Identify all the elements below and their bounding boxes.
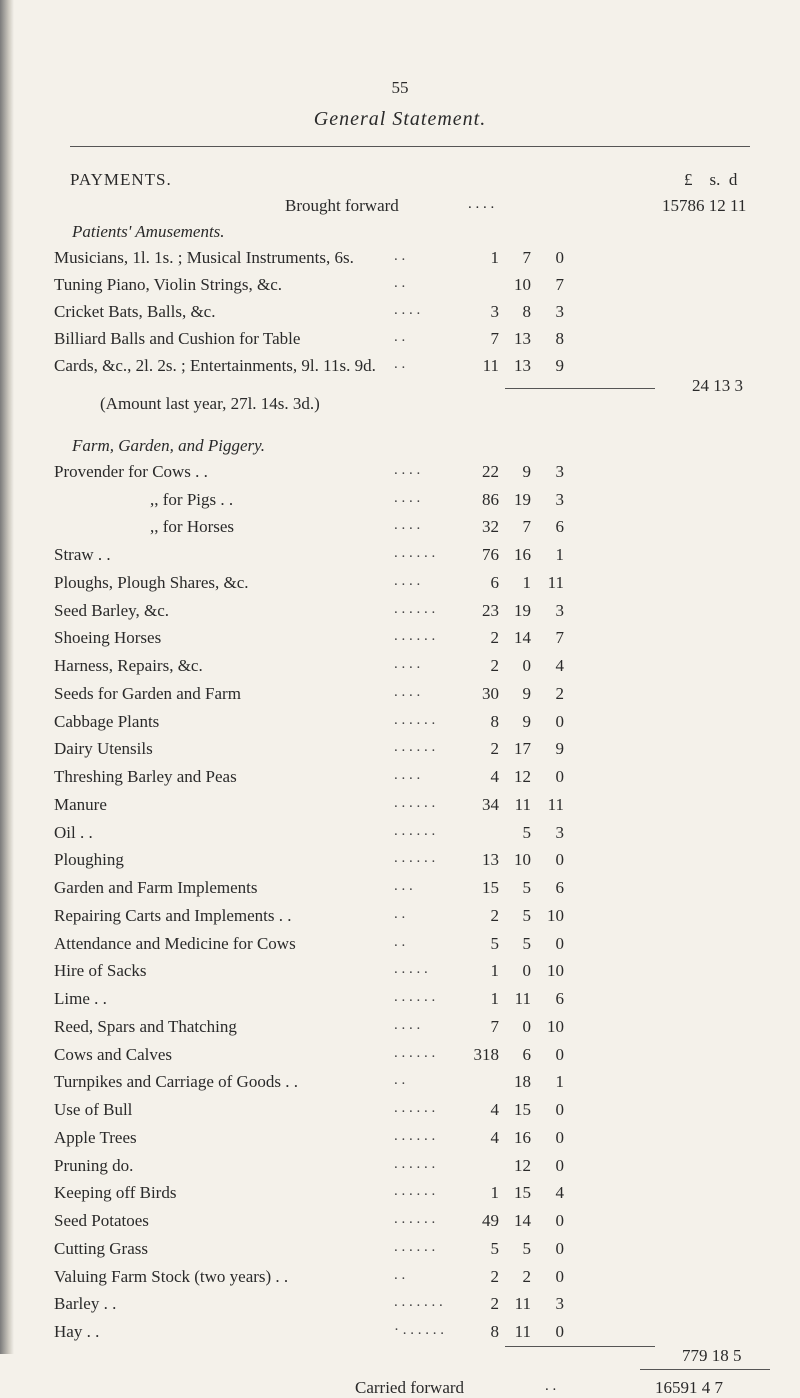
row-label: Cows and Calves [54, 1044, 173, 1064]
row-pounds: 2 [490, 1294, 499, 1314]
row-pence: 10 [547, 1016, 564, 1036]
row-leader: . . [394, 1266, 406, 1283]
ledger-row [54, 490, 784, 517]
row-shillings: 11 [514, 1294, 531, 1314]
row-shillings: 7 [522, 517, 531, 537]
ledger-row [54, 739, 784, 766]
row-pounds: 15 [482, 878, 499, 898]
row-leader: . . . . [394, 572, 421, 589]
row-label: Seed Potatoes [54, 1211, 149, 1231]
row-pounds: 86 [482, 489, 499, 509]
row-pounds: 13 [482, 850, 499, 870]
row-pounds: 4 [490, 1100, 499, 1120]
row-leader: . . . . . . [394, 1238, 436, 1255]
ledger-row [54, 684, 784, 711]
row-leader: . . . . . . [394, 1155, 436, 1172]
ledger-row [54, 601, 784, 628]
row-pence: 3 [555, 600, 564, 620]
row-label: Garden and Farm Implements [54, 878, 258, 898]
row-leader: . . . . . . [394, 794, 436, 811]
ledger-row [54, 961, 784, 988]
row-pence: 0 [555, 1100, 564, 1120]
ledger-row [54, 850, 784, 877]
row-shillings: 10 [514, 275, 531, 294]
row-leader: . . [394, 329, 406, 345]
pounds-header: £ [684, 170, 693, 189]
row-pence: 0 [555, 767, 564, 787]
section-heading-payments: PAYMENTS. [70, 170, 172, 189]
row-pounds: 7 [490, 329, 499, 348]
row-leader: . . . . . . [394, 1100, 436, 1117]
row-leader: . . . . . . [394, 989, 436, 1006]
ledger-row [54, 1072, 784, 1099]
row-leader: . . . . [394, 462, 421, 478]
ledger-row [54, 1294, 784, 1321]
row-shillings: 1 [522, 572, 531, 592]
ledger-row [54, 462, 784, 489]
row-leader: . . . . . . [394, 1127, 436, 1144]
shillings-header: s. [709, 170, 721, 189]
amusements-subtotal-rule [505, 388, 655, 389]
row-shillings: 8 [522, 302, 531, 321]
row-pounds: 22 [482, 462, 499, 481]
row-pence: 10 [547, 905, 564, 925]
row-leader: . . . . . . [394, 1183, 436, 1200]
row-leader: . . . . [394, 656, 421, 673]
row-pence: 9 [555, 356, 564, 375]
row-pence: 0 [555, 933, 564, 953]
pence-header: d [728, 170, 738, 189]
row-label: ,, for Pigs . . [150, 489, 234, 509]
row-leader: . . . . . . [394, 628, 436, 645]
row-leader: . . . . . . [394, 822, 436, 839]
row-leader: . . . . . . [394, 1211, 436, 1228]
farm-heading: Farm, Garden, and Piggery. [72, 436, 265, 455]
row-leader: . . . . . . [394, 850, 436, 867]
row-leader: . . [394, 1072, 406, 1089]
row-pounds: 32 [482, 517, 499, 537]
row-pence: 10 [547, 961, 564, 981]
row-shillings: 12 [514, 767, 531, 787]
row-pence: 6 [555, 517, 564, 537]
row-label: Turnpikes and Carriage of Goods . . [54, 1072, 298, 1092]
row-label: Threshing Barley and Peas [54, 767, 237, 787]
row-pounds: 7 [490, 1016, 499, 1036]
brought-forward-label: Brought forward [285, 196, 399, 215]
row-label: Keeping off Birds [54, 1183, 177, 1203]
row-label: Valuing Farm Stock (two years) . . [54, 1266, 289, 1286]
row-label: Hire of Sacks [54, 961, 147, 981]
row-shillings: 9 [522, 711, 531, 731]
row-pounds: 76 [482, 545, 499, 565]
row-leader: · . . . . . . [394, 1322, 444, 1338]
row-label: Harness, Repairs, &c. [54, 656, 203, 676]
row-shillings: 19 [514, 489, 531, 509]
row-shillings: 2 [522, 1266, 531, 1286]
row-label: Use of Bull [54, 1100, 133, 1120]
row-pence: 6 [555, 989, 564, 1009]
row-pounds: 2 [490, 656, 499, 676]
row-label: Oil . . [54, 822, 93, 842]
row-label: Seeds for Garden and Farm [54, 683, 241, 703]
ledger-row [54, 1322, 784, 1349]
carried-forward-amount: 16591 4 7 [655, 1378, 723, 1397]
row-label: Ploughs, Plough Shares, &c. [54, 572, 249, 592]
row-shillings: 6 [522, 1044, 531, 1064]
row-pounds: 30 [482, 683, 499, 703]
ledger-row [54, 356, 784, 383]
row-leader: . . [394, 248, 406, 264]
row-label: Attendance and Medicine for Cows [54, 933, 296, 953]
row-label: Reed, Spars and Thatching [54, 1016, 237, 1036]
row-leader: . . . . [394, 683, 421, 700]
row-pence: 7 [555, 628, 564, 648]
row-pounds: 4 [490, 767, 499, 787]
ledger-row [54, 656, 784, 683]
row-shillings: 15 [514, 1183, 531, 1203]
ledger-row [54, 712, 784, 739]
ledger-row [54, 248, 784, 275]
row-label: Cutting Grass [54, 1238, 148, 1258]
row-label: Provender for Cows . . [54, 462, 208, 481]
row-pence: 4 [555, 656, 564, 676]
row-pounds: 1 [490, 961, 499, 981]
row-leader: . . . [394, 878, 413, 895]
header-rule [70, 146, 750, 147]
row-pounds: 1 [490, 248, 499, 267]
row-label: Straw . . [54, 545, 111, 565]
row-pence: 6 [555, 878, 564, 898]
row-pence: 8 [555, 329, 564, 348]
ledger-row [54, 934, 784, 961]
ledger-row [54, 1239, 784, 1266]
ledger-row [54, 1045, 784, 1072]
ledger-row [54, 767, 784, 794]
row-label: Barley . . [54, 1294, 117, 1314]
row-leader: . . . . . . [394, 711, 436, 728]
row-pounds: 6 [490, 572, 499, 592]
row-pounds: 2 [490, 739, 499, 759]
row-pounds: 8 [490, 1322, 499, 1341]
row-shillings: 16 [514, 1127, 531, 1147]
row-shillings: 18 [514, 1072, 531, 1092]
row-shillings: 15 [514, 1100, 531, 1120]
row-label: Cards, &c., 2l. 2s. ; Entertainments, 9l. 11s. 9d. [54, 356, 376, 375]
row-shillings: 9 [522, 683, 531, 703]
brought-forward-amount: 15786 12 11 [662, 196, 747, 215]
row-label: Pruning do. [54, 1155, 134, 1175]
row-leader: . . . . . . [394, 739, 436, 756]
row-pence: 2 [555, 683, 564, 703]
row-label: Cricket Bats, Balls, &c. [54, 302, 216, 321]
row-pounds: 49 [482, 1211, 499, 1231]
ledger-row [54, 1267, 784, 1294]
row-shillings: 11 [514, 989, 531, 1009]
row-pence: 3 [555, 302, 564, 321]
row-pence: 0 [555, 711, 564, 731]
row-shillings: 10 [514, 850, 531, 870]
row-pence: 0 [555, 1211, 564, 1231]
row-pounds: 23 [482, 600, 499, 620]
amusements-total: 24 13 3 [692, 376, 743, 395]
row-pence: 4 [555, 1183, 564, 1203]
row-label: Musicians, 1l. 1s. ; Musical Instruments, 6s. [54, 248, 354, 267]
row-leader: . . . . [394, 517, 421, 534]
row-pence: 11 [547, 572, 564, 592]
page-title: General Statement. [313, 108, 487, 130]
row-leader: . . [394, 905, 406, 922]
row-leader: . . . . . [394, 961, 428, 978]
row-pence: 1 [555, 1072, 564, 1092]
row-pounds: 5 [490, 1238, 499, 1258]
ledger-row [54, 1156, 784, 1183]
ledger-row [54, 1017, 784, 1044]
row-pounds: 11 [482, 356, 499, 375]
row-pence: 3 [555, 822, 564, 842]
ledger-row [54, 823, 784, 850]
row-leader: . . [394, 275, 406, 291]
carried-rule [640, 1369, 770, 1370]
row-pence: 7 [555, 275, 564, 294]
row-pence: 1 [555, 545, 564, 565]
row-leader: . . [394, 356, 406, 372]
row-pence: 0 [555, 1044, 564, 1064]
row-pounds: 2 [490, 905, 499, 925]
row-leader: . . [394, 933, 406, 950]
row-leader: . . . . [394, 767, 421, 784]
row-pounds: 318 [473, 1044, 499, 1064]
row-shillings: 5 [522, 1238, 531, 1258]
row-pence: 0 [555, 1155, 564, 1175]
ledger-row [54, 1128, 784, 1155]
ledger-row [54, 628, 784, 655]
row-label: Dairy Utensils [54, 739, 153, 759]
row-label: Seed Barley, &c. [54, 600, 170, 620]
row-shillings: 0 [522, 961, 531, 981]
row-label: Billiard Balls and Cushion for Table [54, 329, 301, 348]
row-shillings: 19 [514, 600, 531, 620]
farm-subtotal-rule [505, 1346, 655, 1347]
row-pence: 11 [547, 794, 564, 814]
row-pence: 0 [555, 1127, 564, 1147]
row-shillings: 5 [522, 933, 531, 953]
ledger-row [54, 989, 784, 1016]
row-shillings: 5 [522, 878, 531, 898]
row-leader: . . . . [394, 489, 421, 506]
row-shillings: 0 [522, 656, 531, 676]
row-shillings: 13 [514, 329, 531, 348]
row-shillings: 12 [514, 1155, 531, 1175]
row-pence: 0 [555, 1266, 564, 1286]
book-binding-edge [0, 0, 14, 1354]
row-leader: . . . . . . [394, 545, 436, 562]
row-leader: . . . . [394, 1016, 421, 1033]
row-shillings: 11 [514, 794, 531, 814]
ledger-row [54, 329, 784, 356]
ledger-row [54, 795, 784, 822]
row-label: Cabbage Plants [54, 711, 160, 731]
ledger-row [54, 545, 784, 572]
ledger-row [54, 302, 784, 329]
row-pounds: 4 [490, 1127, 499, 1147]
row-pence: 9 [555, 739, 564, 759]
row-label: Hay . . [54, 1322, 100, 1341]
row-pence: 3 [555, 1294, 564, 1314]
row-label: Apple Trees [54, 1127, 137, 1147]
row-label: Shoeing Horses [54, 628, 162, 648]
row-shillings: 9 [522, 462, 531, 481]
amusements-heading: Patients' Amusements. [72, 222, 225, 241]
page-number: 55 [391, 78, 409, 97]
ledger-row [54, 1100, 784, 1127]
row-pounds: 2 [490, 628, 499, 648]
row-shillings: 13 [514, 356, 531, 375]
currency-header [684, 170, 737, 190]
row-pounds: 8 [490, 711, 499, 731]
row-pounds: 2 [490, 1266, 499, 1286]
row-shillings: 16 [514, 545, 531, 565]
row-label: Tuning Piano, Violin Strings, &c. [54, 275, 283, 294]
row-pence: 3 [555, 462, 564, 481]
row-shillings: 5 [522, 822, 531, 842]
ledger-row [54, 1211, 784, 1238]
amusements-last-year-note: (Amount last year, 27l. 14s. 3d.) [100, 394, 320, 413]
ledger-row [54, 1183, 784, 1210]
row-leader: . . . . . . [394, 600, 436, 617]
row-pence: 0 [555, 850, 564, 870]
row-shillings: 5 [522, 905, 531, 925]
row-pounds: 3 [490, 302, 499, 321]
row-pounds: 5 [490, 933, 499, 953]
row-shillings: 7 [522, 248, 531, 267]
row-pence: 0 [555, 1322, 564, 1341]
ledger-row [54, 878, 784, 905]
row-pounds: 34 [482, 794, 499, 814]
row-pence: 0 [555, 248, 564, 267]
carried-forward-leader: . . [545, 1378, 557, 1394]
row-pence: 3 [555, 489, 564, 509]
row-label: Lime . . [54, 989, 107, 1009]
row-pounds: 1 [490, 989, 499, 1009]
row-label: Manure [54, 794, 107, 814]
row-label: Ploughing [54, 850, 124, 870]
ledger-row [54, 275, 784, 302]
row-shillings: 14 [514, 628, 531, 648]
row-pounds: 1 [490, 1183, 499, 1203]
ledger-row [54, 573, 784, 600]
row-shillings: 11 [514, 1322, 531, 1341]
row-label: Repairing Carts and Implements . . [54, 905, 292, 925]
row-shillings: 17 [514, 739, 531, 759]
row-leader: . . . . [394, 302, 421, 318]
row-pence: 0 [555, 1238, 564, 1258]
brought-forward-leader: . . . . [468, 196, 495, 212]
row-label: ,, for Horses [150, 517, 235, 537]
row-shillings: 0 [522, 1016, 531, 1036]
farm-total: 779 18 5 [682, 1346, 742, 1365]
row-leader: . . . . . . [394, 1044, 436, 1061]
row-leader: . . . . . . . [394, 1294, 443, 1311]
carried-forward-label: Carried forward [355, 1378, 465, 1397]
ledger-row [54, 906, 784, 933]
row-shillings: 14 [514, 1211, 531, 1231]
ledger-row [54, 517, 784, 544]
